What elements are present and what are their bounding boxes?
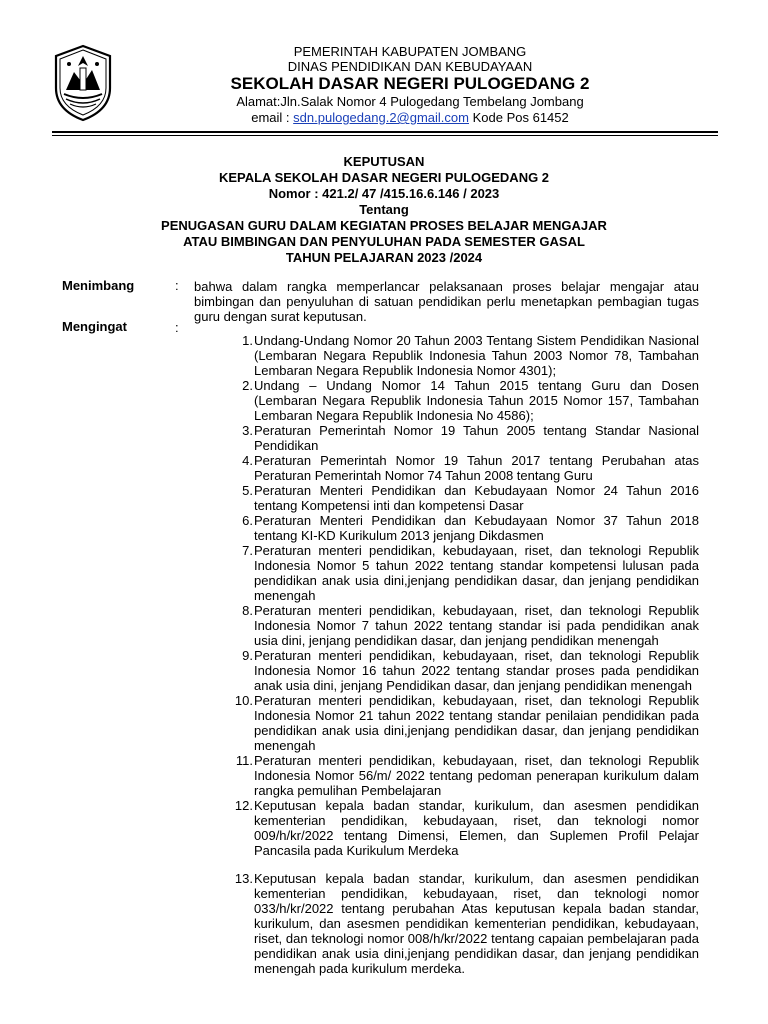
- school-name: SEKOLAH DASAR NEGERI PULOGEDANG 2: [230, 74, 590, 93]
- list-item-number: 11.: [235, 753, 253, 768]
- decree-about: Tentang: [359, 202, 409, 217]
- list-item: [227, 378, 699, 423]
- list-item-number: 1.: [242, 333, 253, 348]
- school-address: Alamat:Jln.Salak Nomor 4 Pulogedang Tembelang Jombang: [236, 94, 584, 109]
- list-item-text: Keputusan kepala badan standar, kurikulum, dan asesmen pendidikan kementerian pendidikan, kebudayaan, riset, dan teknologi nomor 009/h/kr/2022 tentang Dimensi, Elemen, dan Suplemen Profil Pelajar Pancasila pada Kurikulum Merdeka: [254, 798, 699, 858]
- decree-subject-line-1: PENUGASAN GURU DALAM KEGIATAN PROSES BELAJAR MENGAJAR: [161, 218, 607, 233]
- list-item-number: 10.: [234, 693, 253, 708]
- list-item-text: Undang – Undang Nomor 14 Tahun 2015 tentang Guru dan Dosen (Lembaran Negara Republik Indonesia Tahun 2015 Nomor 157, Tambahan Lembaran Negara Republik Indonesia No 4586);: [254, 378, 699, 423]
- list-item-number: 12.: [234, 798, 253, 813]
- letterhead-divider-thick: [52, 131, 718, 133]
- decree-title-block: [60, 154, 708, 266]
- list-item-number: 6.: [242, 513, 253, 528]
- list-item-number: 2.: [242, 378, 253, 393]
- jombang-emblem-logo: [52, 44, 114, 122]
- decree-subject-line-3: TAHUN PELAJARAN 2023 /2024: [285, 250, 483, 265]
- contact-line: [130, 110, 690, 126]
- letterhead-divider-thin: [52, 135, 718, 136]
- email-label: email :: [251, 110, 290, 125]
- list-item-number: 3.: [242, 423, 253, 438]
- list-item: [227, 423, 699, 453]
- list-item: [227, 693, 699, 753]
- mengingat-label: Mengingat: [62, 319, 127, 334]
- postal-code: Kode Pos 61452: [472, 110, 569, 125]
- menimbang-label: Menimbang: [62, 278, 135, 293]
- list-item: [227, 333, 699, 378]
- list-item: [227, 753, 699, 798]
- list-item-text: Peraturan Pemerintah Nomor 19 Tahun 2017 tentang Perubahan atas Peraturan Pemerintah Nomor 74 Tahun 2008 tentang Guru: [254, 453, 699, 483]
- list-item-text: Peraturan Menteri Pendidikan dan Kebudayaan Nomor 24 Tahun 2016 tentang Kompetensi inti dan kompetensi Dasar: [254, 483, 699, 513]
- list-item: [227, 871, 699, 976]
- government-name: PEMERINTAH KABUPATEN JOMBANG: [293, 44, 527, 59]
- list-item: [227, 798, 699, 858]
- list-item-text: Keputusan kepala badan standar, kurikulum, dan asesmen pendidikan kementerian pendidikan, kebudayaan, riset, dan teknologi nomor 033/h/kr/2022 tentang perubahan Atas keputusan kepala badan standar, kurikulum, dan asesmen pendidikan kementerian pendidikan, kebudayaan, riset, dan teknologi nomor 008/h/kr/2022 tentang capaian pembelajaran pada pendidikan anak usia dini,jenjang pendidikan dasar, dan jenjang pendidikan menengah pada kurikulum merdeka.: [254, 871, 699, 976]
- decree-subject-line-2: ATAU BIMBINGAN DAN PENYULUHAN PADA SEMESTER GASAL: [183, 234, 585, 249]
- list-item-text: Peraturan menteri pendidikan, kebudayaan, riset, dan teknologi Republik Indonesia Nomor 56/m/ 2022 tentang pedoman penerapan kurikulum dalam rangka pemulihan Pembelajaran: [254, 753, 699, 798]
- email-link[interactable]: sdn.pulogedang.2@gmail.com: [293, 110, 469, 125]
- letterhead: [130, 44, 690, 126]
- list-item: [227, 603, 699, 648]
- decree-heading: KEPUTUSAN: [343, 154, 425, 169]
- list-item-number: 13.: [234, 871, 253, 886]
- list-item-text: Peraturan Menteri Pendidikan dan Kebudayaan Nomor 37 Tahun 2018 tentang KI-KD Kurikulum 2013 jenjang Dikdasmen: [254, 513, 699, 543]
- decree-issuer: KEPALA SEKOLAH DASAR NEGERI PULOGEDANG 2: [218, 170, 550, 185]
- department-name: DINAS PENDIDIKAN DAN KEBUDAYAAN: [287, 59, 533, 74]
- list-item-text: Peraturan menteri pendidikan, kebudayaan, riset, dan teknologi Republik Indonesia Nomor 5 tahun 2022 tentang standar kompetensi lulusan pada pendidikan anak usia dini,jenjang pendidikan dasar, dan jenjang pendidikan menengah: [254, 543, 699, 603]
- menimbang-colon: :: [175, 278, 179, 293]
- list-item-text: Undang-Undang Nomor 20 Tahun 2003 Tentang Sistem Pendidikan Nasional (Lembaran Negara Republik Indonesia Tahun 2003 Nomor 78, Tambahan Lembaran Negara Republik Indonesia Nomor 4301);: [254, 333, 699, 378]
- list-item-number: 5.: [242, 483, 253, 498]
- list-item-number: 4.: [242, 453, 253, 468]
- list-item: [227, 483, 699, 513]
- list-item-text: Peraturan menteri pendidikan, kebudayaan, riset, dan teknologi Republik Indonesia Nomor 21 tahun 2022 tentang standar penilaian pendidikan pada pendidikan anak usia dini,jenjang pendidikan dasar, dan jenjang pendidikan menengah: [254, 693, 699, 753]
- list-item-number: 8.: [242, 603, 253, 618]
- list-item-number: 7.: [242, 543, 253, 558]
- menimbang-text: bahwa dalam rangka memperlancar pelaksanaan proses belajar mengajar atau bimbingan dan penyuluhan di satuan pendidikan perlu menetapkan pembagian tugas guru dengan surat keputusan.: [194, 279, 699, 324]
- list-item: [227, 543, 699, 603]
- list-item-text: Peraturan menteri pendidikan, kebudayaan, riset, dan teknologi Republik Indonesia Nomor 7 tahun 2022 tentang standar isi pada pendidikan anak usia dini, jenjang pendidikan dasar, dan jenjang pendidikan menengah: [254, 603, 699, 648]
- list-item-text: Peraturan Pemerintah Nomor 19 Tahun 2005 tentang Standar Nasional Pendidikan: [254, 423, 699, 453]
- mengingat-colon: :: [175, 320, 179, 335]
- mengingat-list: [227, 333, 699, 976]
- list-item-number: 9.: [242, 648, 253, 663]
- list-item: [227, 513, 699, 543]
- list-item-text: Peraturan menteri pendidikan, kebudayaan, riset, dan teknologi Republik Indonesia Nomor 16 tahun 2022 tentang standar proses pada pendidikan anak usia dini, jenjang Pendidikan dasar, dan jenjang pendidikan menengah: [254, 648, 699, 693]
- list-item: [227, 453, 699, 483]
- decree-number: Nomor : 421.2/ 47 /415.16.6.146 / 2023: [268, 186, 500, 201]
- list-item: [227, 648, 699, 693]
